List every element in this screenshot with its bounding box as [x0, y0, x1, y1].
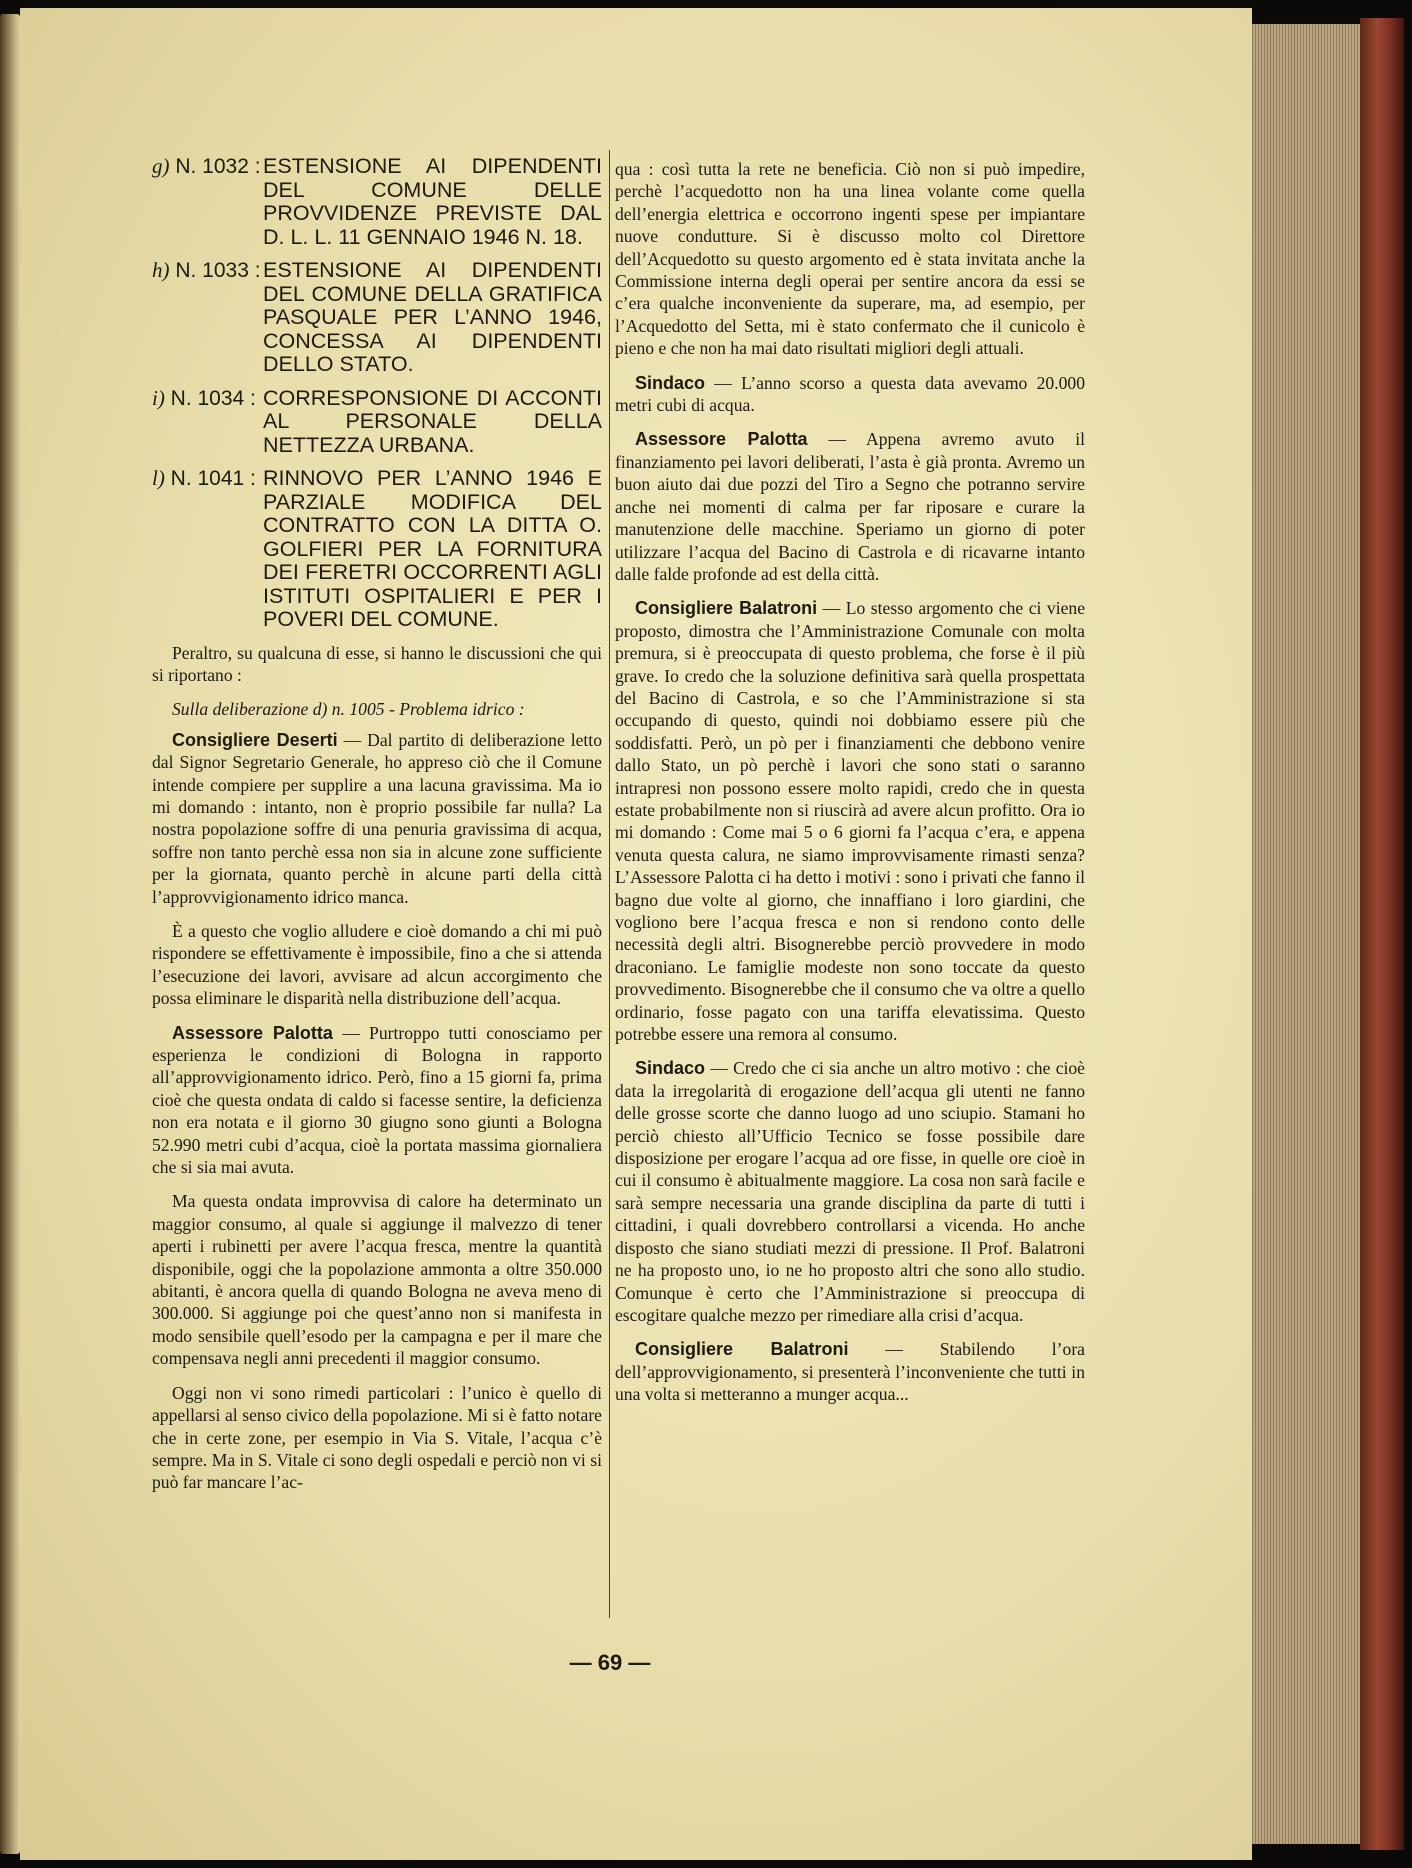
item-letter: g): [152, 154, 170, 178]
item-number: N. 1034 :: [164, 386, 256, 410]
speaker-name: Sindaco: [635, 1058, 706, 1079]
book-cover-edge: [1360, 18, 1404, 1850]
speaker-name: Assessore Palotta: [635, 429, 808, 450]
item-number: N. 1032 :: [169, 155, 261, 178]
section-subtitle: Sulla deliberazione d) n. 1005 - Problema idrico :: [172, 699, 525, 720]
paragraph: [152, 1190, 602, 1369]
paragraph-text: — L’anno scorso a questa data avevamo 20.000 metri cubi di acqua.: [615, 372, 1085, 416]
paragraph: [615, 597, 1085, 1045]
paragraph-text: È a questo che voglio alludere e cioè domando a chi mi può rispondere se effettivamente è impossibile, fino a che si attenda l’esecuzione dei lavori, avvisare ad alcun accorgimento che possa eliminare le disparità nella distribuzione dell’acqua.: [152, 920, 602, 1009]
speaker-name: Sindaco: [635, 372, 706, 393]
paragraph-text: Ma questa ondata improvvisa di calore ha determinato un maggior consumo, al quale si aggiunge il malvezzo di tener aperti i rubinetti per avere l’acqua fresca, mentre la quantità disponibile, oggi che la popolazione ammonta a oltre 350.000 abitanti, è ancora quella di quando Bologna ne aveva meno di 300.000. Si aggiunge poi che quest’anno non si manifesta in modo sensibile quell’esodo per la campagna e per il mare che compensava negli anni precedenti il maggior consumo.: [152, 1191, 602, 1369]
item-title: CORRESPONSIONE DI ACCONTI AL PERSONALE DELLA NETTEZZA URBANA.: [263, 385, 602, 457]
item-title: RINNOVO PER L’ANNO 1946 E PARZIALE MODIFICA DEL CONTRATTO CON LA DITTA O. GOLFIERI PER LA FORNITURA DEI FERETRI OCCORRENTI AGLI ISTITUTI OSPITALIERI E PER I POVERI DEL COMUNE.: [263, 466, 602, 631]
item-letter: i): [152, 385, 165, 410]
agenda-item: [152, 467, 602, 632]
right-column: [615, 158, 1085, 1418]
left-page-edge: [0, 14, 20, 1854]
speaker-name: Consigliere Deserti: [172, 729, 338, 750]
paragraph: [152, 1382, 602, 1494]
speaker-name: Consigliere Balatroni: [635, 598, 818, 619]
intro-paragraph: Peraltro, su qualcuna di esse, si hanno le discussioni che qui si riportano :: [152, 642, 602, 685]
page-fore-edge: [1252, 24, 1360, 1844]
paragraph-text: Oggi non vi sono rimedi particolari : l’unico è quello di appellarsi al senso civico della popolazione. Mi si è fatto notare che in certe zone, per esempio in Via S. Vitale, l’acqua c’è sempre. Ma in S. Vitale ci sono degli ospedali e perciò non vi si può far mancare l’ac-: [152, 1382, 602, 1493]
item-letter: l): [152, 466, 165, 490]
paragraph-text: — Dal partito di deliberazione letto dal Signor Segretario Generale, ho appreso ciò che il Comune intende compiere per supplire a una lacuna gravissima. Ma io mi domando : intanto, non è proprio possibile far nulla? La nostra popolazione soffre di una penuria gravissima di acqua, soffre non tanto perchè essa non sia in alcune zone sufficiente per la giornata, quanto perchè in alcune parti della città l’approvvigionamento idrico manca.: [152, 729, 602, 907]
paragraph: [615, 428, 1085, 585]
item-title: ESTENSIONE AI DIPENDENTI DEL COMUNE DELLA GRATIFICA PASQUALE PER L’ANNO 1946, CONCESSA AI DIPENDENTI DELLO STATO.: [263, 258, 602, 376]
paragraph-text: — Appena avremo avuto il finanziamento pei lavori deliberati, l’asta è già pronta. Avremo un buon aiuto dai due pozzi del Tiro a Segno che potranno servire anche nei momenti di calma per far riposare e curare la manutenzione delle macchine. Speriamo un giorno di poter utilizzare l’acqua del Bacino di Castrola e di ricavarne intanto dalle falde profonde ad est della città.: [615, 429, 1086, 584]
paragraph-text: — Credo che ci sia anche un altro motivo : che cioè data la irregolarità di erogazione dell’acqua gli utenti ne fanno delle grosse scorte che danno luogo ad uno sciupio. Stamani ho perciò chiesto all’Ufficio Tecnico se fosse possibile dare disposizione per erogare l’acqua ad ore fisse, in quelle ore cioè in cui il consumo è abitualmente maggiore. La cosa non sarà facile e sarà sempre necessaria una grande disciplina da parte di tutti i cittadini, i quali dovrebbero controllarsi a vicenda. Ho anche disposto che siano studiati mezzi di pressione. Il Prof. Balatroni ne ha proposto uno, io ne ho proposto altri che sono allo studio. Comunque è certo che l’Amministrazione si preoccupa di escogitare qualche mezzo per rimediare alla crisi d’acqua.: [615, 1058, 1085, 1325]
column-divider: [609, 150, 610, 1618]
paragraph: [152, 1022, 602, 1179]
item-letter: h): [152, 258, 170, 282]
agenda-item: [152, 259, 602, 377]
item-number: N. 1041 :: [164, 467, 256, 490]
paragraph: [152, 920, 602, 1010]
agenda-item: [152, 155, 602, 249]
item-title: ESTENSIONE AI DIPENDENTI DEL COMUNE DELLE PROVVIDENZE PREVISTE DAL D. L. L. 11 GENNAIO 1946 N. 18.: [263, 154, 602, 249]
left-column: [152, 155, 602, 1506]
paragraph: [615, 1338, 1085, 1405]
paragraph: [615, 1057, 1085, 1326]
paragraph-text: — Lo stesso argomento che ci viene proposto, dimostra che l’Amministrazione Comunale con molta premura, si è preoccupata di questo problema, che forse è il più grave. Io credo che la soluzione definitiva sarà quella prospettata del Bacino di Castrola, e so che l’Amministrazione si sta occupando di questo, quindi noi dobbiamo essere più che soddisfatti. Però, un pò per i finanziamenti che debbono venire dallo Stato, un pò perchè i lavori che sono stati o saranno intrapresi non possono essere molto rapidi, credo che in questa estate probabilmente non si riuscirà ad avere alcun profitto. Ora io mi domando : Come mai 5 o 6 giorni fa l’acqua c’era, e appena venuta questa calura, ne siamo improvvisamente rimasti senza? L’Assessore Palotta ci ha detto i motivi : sono i privati che fanno il bagno due volte al giorno, che innaffiano i loro giardini, che vogliono bere l’acqua fresca e non si rendono conto delle necessità degli altri. Bisognerebbe perciò provvedere in modo draconiano. Le famiglie modeste non sono toccate da questo provvedimento. Bisognerebbe che il consumo che va oltre a quello ordinario, fosse pagato con una tariffa elevatissima. Questo potrebbe essere una remora al consumo.: [615, 598, 1086, 1045]
paragraph-text: qua : così tutta la rete ne beneficia. Ciò non si può impedire, perchè l’acquedotto non ha una linea volante come quella dell’energia elettrica e occorrono ingenti spese per impiantare nuove condutture. Si è discusso molto col Direttore dell’Acquedotto su questo argomento ed è stata invitata anche la Commissione interna degli operai per sentire ancora da essi se c’era qualche inconveniente da superare, ma, ad esempio, per l’Acquedotto del Setta, mi è stato confermato che il cunicolo è pieno e che non ha mai dato risultati migliori degli attuali.: [615, 159, 1085, 359]
agenda-item: [152, 387, 602, 458]
page-number: — 69 —: [569, 1650, 651, 1675]
paragraph: [615, 372, 1085, 417]
item-number: N. 1033 :: [169, 259, 261, 282]
paragraph: [615, 158, 1085, 360]
paragraph-text: — Stabilendo l’ora dell’approvvigionamento, si presenterà l’inconveniente che tutti in una volta si metteranno a munger acqua...: [615, 1339, 1085, 1405]
paragraph: [152, 729, 602, 908]
paragraph-text: — Purtroppo tutti conosciamo per esperienza le condizioni di Bologna in rapporto all’approvvigionamento idrico. Però, fino a 15 giorni fa, prima cioè che questa ondata di caldo si facesse sentire, la deficienza non era notata e il giorno 30 giugno sono giunti a Bologna 52.990 metri cubi d’acqua, cioè la portata massima giornaliera che si sia mai avuta.: [152, 1022, 603, 1178]
speaker-name: Consigliere Balatroni: [635, 1339, 849, 1360]
speaker-name: Assessore Palotta: [172, 1022, 333, 1043]
